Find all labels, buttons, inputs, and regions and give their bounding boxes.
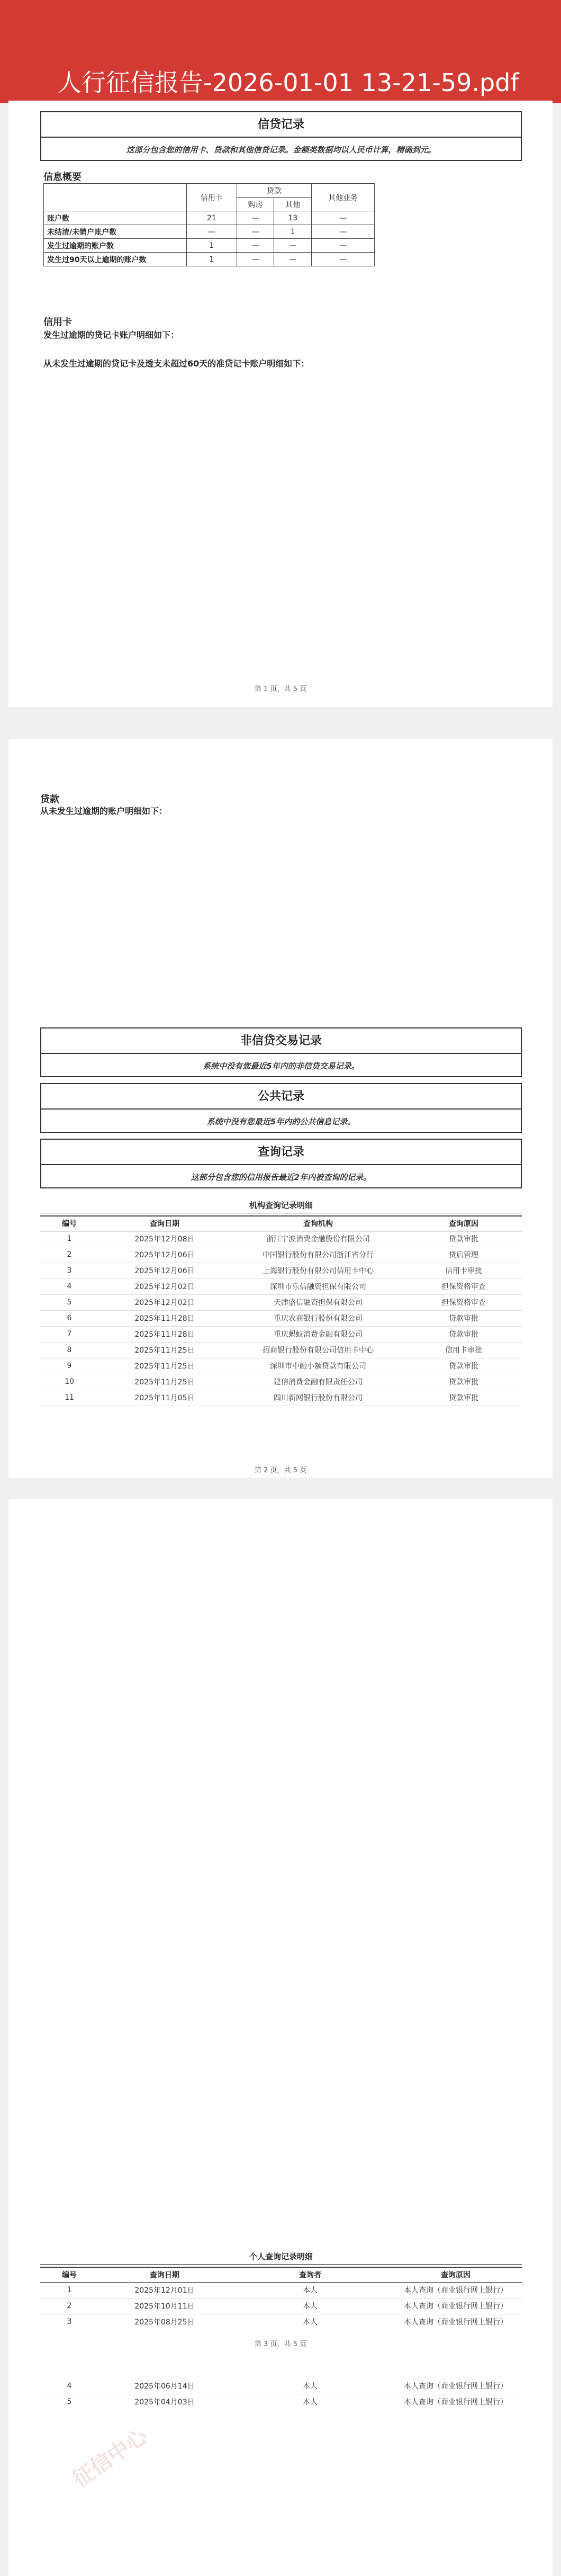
public-record-title: 公共记录 [41,1084,521,1110]
credit-record-box [40,111,522,161]
table-row: 8 2025年11月25日 招商银行股份有限公司信用卡中心 信用卡审批 [40,1342,522,1358]
table-row: 2 2025年10月11日 本人 本人查询（商业银行网上银行） [40,2298,522,2314]
summary-table [43,183,375,266]
table-row: 11 2025年11月05日 四川新网银行股份有限公司 贷款审批 [40,1390,522,1406]
table-row: 10 2025年11月25日 建信消费金融有限责任公司 贷款审批 [40,1374,522,1390]
page-footer: 第 2 页，共 5 页 [254,1466,307,1474]
col-card: 信用卡 [187,184,237,211]
page-3 [8,1499,553,2357]
non-credit-box [40,1027,522,1077]
page-footer: 第 3 页，共 5 页 [254,2340,307,2348]
table-row: 1 2025年12月01日 本人 本人查询（商业银行网上银行） [40,2282,522,2298]
table-row: 5 2025年12月02日 天津盛信融资担保有限公司 担保资格审查 [40,1294,522,1310]
page-2 [8,739,553,1478]
table-row: 5 2025年04月03日 本人 本人查询（商业银行网上银行） [40,2394,522,2410]
summary-title: 信息概要 [43,172,82,183]
card-overdue-heading: 发生过逾期的贷记卡账户明细如下： [43,330,179,340]
table-row: 6 2025年11月28日 重庆农商银行股份有限公司 贷款审批 [40,1310,522,1326]
title-bar [0,0,561,103]
page-1 [8,101,553,707]
table-row: 发生过90天以上逾期的账户数 1 — — — [44,253,375,266]
col-other: 其他 [274,198,312,211]
non-credit-note: 系统中没有您最近5年内的非信贷交易记录。 [203,1061,359,1071]
table-row: 7 2025年11月28日 重庆蚂蚁消费金融有限公司 贷款审批 [40,1326,522,1342]
loan-title: 贷款 [40,794,59,805]
credit-record-note: 这部分包含您的信用卡、贷款和其他信贷记录。金额类数据均以人民币计算，精确到元。 [126,145,436,155]
document-title: 人行征信报告-2026-01-01 13-21-59.pdf [57,68,519,97]
org-query-table: 编号 查询日期 查询机构 查询原因 1 2025年12月08日 浙江宁波消费金融股份有限公司 贷款审批 2 2025年12月06日 中国银行股份有限公司浙江省分行 贷后管理 3 2025年12月06日 上海银行股份有限公司信用卡中心 信用卡审批 4 2025年12月02日 深圳市乐信融资担保有限公司 担保资格审查 5 2025年12月02日 天津盛信融资担保有限公司 担保资格审查 6 2025年11月28日 重庆农商银行股份有限公司 贷款审批 7 2025年11月28日 重庆蚂蚁消费金融有限公司 贷款审批 8 2025年11月25日 招商银行股份有限公司信用卡中心 信用卡审批 9 2025年11月25日 深圳市中融小额贷款有限公司 贷款审批 10 2025年11月25日 建信消费金融有限责任公司 贷款审批 11 2025年11月05日 四川新网银行股份有限公司 贷款审批 [40,1215,522,1406]
col-other-biz: 其他业务 [312,184,375,211]
query-record-title: 查询记录 [41,1140,521,1165]
table-row: 未结清/未销户账户数 — — 1 — [44,225,375,239]
page-4 [8,2351,553,2576]
credit-record-title: 信贷记录 [41,112,521,138]
table-row: 9 2025年11月25日 深圳市中融小额贷款有限公司 贷款审批 [40,1358,522,1374]
page-footer: 第 1 页，共 5 页 [254,685,307,693]
public-record-box [40,1083,522,1133]
personal-query-table-cont [40,2378,522,2410]
personal-query-table: 编号 查询日期 查询者 查询原因 1 2025年12月01日 本人 本人查询（商业银行网上银行） 2 2025年10月11日 本人 本人查询（商业银行网上银行） 3 2025年08月25日 本人 本人查询（商业银行网上银行） [40,2267,522,2330]
table-row: 4 2025年06月14日 本人 本人查询（商业银行网上银行） [40,2378,522,2394]
card-normal-heading: 从未发生过逾期的贷记卡及透支未超过60天的准贷记卡账户明细如下： [43,359,310,369]
table-row: 2 2025年12月06日 中国银行股份有限公司浙江省分行 贷后管理 [40,1247,522,1263]
watermark: 征信中心 [68,2423,152,2493]
table-row: 3 2025年08月25日 本人 本人查询（商业银行网上银行） [40,2314,522,2330]
table-row: 3 2025年12月06日 上海银行股份有限公司信用卡中心 信用卡审批 [40,1263,522,1278]
table-row: 1 2025年12月08日 浙江宁波消费金融股份有限公司 贷款审批 [40,1231,522,1247]
query-record-box [40,1139,522,1188]
col-loan: 贷款 [237,184,311,198]
personal-query-title: 个人查询记录明细 [40,2251,522,2265]
public-record-note: 系统中没有您最近5年内的公共信息记录。 [206,1117,356,1126]
table-row: 发生过逾期的账户数 1 — — — [44,239,375,253]
credit-card-title: 信用卡 [43,317,72,328]
loan-normal-heading: 从未发生过逾期的账户明细如下： [40,806,168,816]
table-row: 账户数 21 — 13 — [44,211,375,225]
query-record-note: 这部分包含您的信用报告最近2年内被查询的记录。 [191,1173,372,1182]
table-row: 4 2025年12月02日 深圳市乐信融资担保有限公司 担保资格审查 [40,1278,522,1294]
col-house: 购房 [237,198,274,211]
non-credit-title: 非信贷交易记录 [41,1028,521,1054]
org-query-title: 机构查询记录明细 [40,1200,522,1213]
